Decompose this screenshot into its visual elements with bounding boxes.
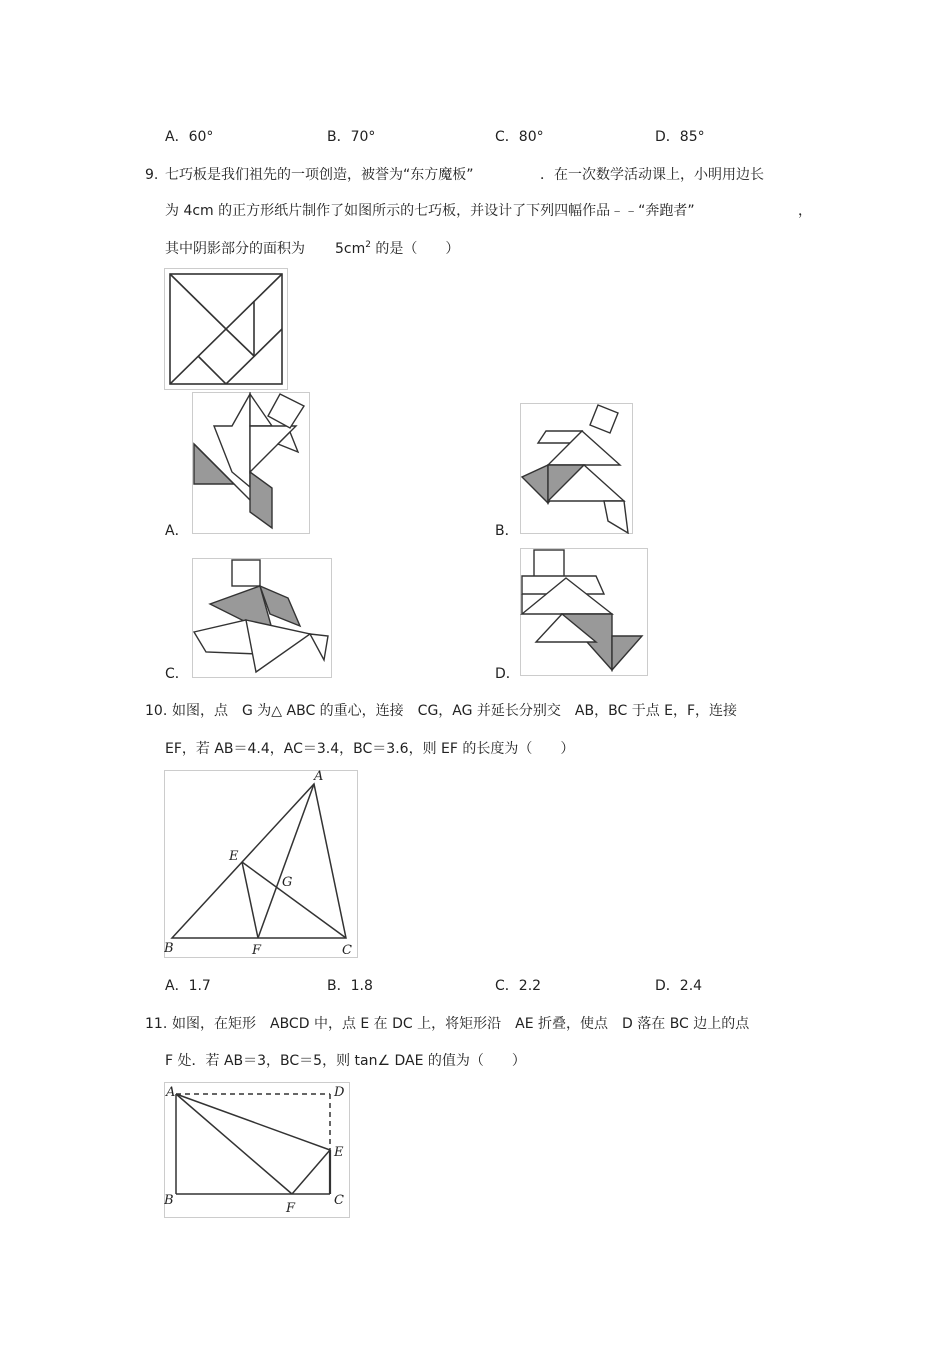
q10-line2: EF，若 AB＝4.4，AC＝3.4，BC＝3.6，则 EF 的长度为（ ）: [165, 741, 575, 757]
q8-option-c: C．80°: [495, 129, 544, 145]
q10-option-b: B．1.8: [327, 978, 373, 994]
q9-option-b: B．: [495, 523, 519, 539]
tangram-square-figure: [164, 268, 288, 390]
point-e-label: E: [229, 849, 239, 864]
rect-point-b-label: B: [164, 1193, 174, 1208]
q10-option-a: A．1.7: [165, 978, 211, 994]
q9-figure-a: [192, 392, 310, 534]
rect-point-a-label: A: [166, 1085, 176, 1100]
point-g-label: G: [282, 875, 293, 890]
q8-option-d: D．85°: [655, 129, 705, 145]
q9-option-c: C．: [165, 666, 189, 682]
point-c-label: C: [342, 943, 352, 958]
q10-option-c: C．2.2: [495, 978, 542, 994]
q9-number: 9.: [145, 167, 159, 183]
rect-point-c-label: C: [334, 1193, 344, 1208]
q8-option-b: B．70°: [327, 129, 376, 145]
q9-line2b: ，: [798, 203, 812, 219]
q11-number: 11.: [145, 1016, 168, 1032]
point-a-label: A: [314, 770, 324, 784]
q9-option-d: D．: [495, 666, 520, 682]
q11-rectangle-figure: [164, 1082, 350, 1218]
rect-point-d-label: D: [334, 1085, 345, 1100]
q9-line1a: 七巧板是我们祖先的一项创造，被誉为“东方魔板”: [165, 167, 474, 183]
q9-figure-d: [520, 548, 648, 676]
q10-number: 10.: [145, 703, 168, 719]
q11-line2: F 处．若 AB＝3，BC＝5，则 tan∠ DAE 的值为（ ）: [165, 1053, 526, 1069]
q10-triangle-figure: [164, 770, 358, 958]
q9-line2a: 为 4cm 的正方形纸片制作了如图所示的七巧板，并设计了下列四幅作品﹣﹣“奔跑者”: [165, 203, 695, 219]
q10-line1: 如图，点 G 为△ ABC 的重心，连接 CG，AG 并延长分别交 AB，BC 于点 E，F，连接: [172, 703, 738, 719]
q9-line3: 其中阴影部分的面积为 $5cm^2$ 的是（ ）: [165, 240, 460, 257]
point-f-label: F: [252, 943, 262, 958]
rect-point-f-label: F: [286, 1201, 296, 1216]
rect-point-e-label: E: [334, 1145, 344, 1160]
q10-option-d: D．2.4: [655, 978, 703, 994]
q9-line1b: ．在一次数学活动课上，小明用边长: [540, 167, 764, 183]
q9-figure-c: [192, 558, 332, 678]
point-b-label: B: [164, 941, 174, 956]
q9-figure-b: [520, 403, 633, 534]
q9-option-a: A．: [165, 523, 189, 539]
q11-line1: 如图，在矩形 ABCD 中，点 E 在 DC 上，将矩形沿 AE 折叠，使点 D 落在 BC 边上的点: [172, 1016, 750, 1032]
q8-option-a: A．60°: [165, 129, 214, 145]
